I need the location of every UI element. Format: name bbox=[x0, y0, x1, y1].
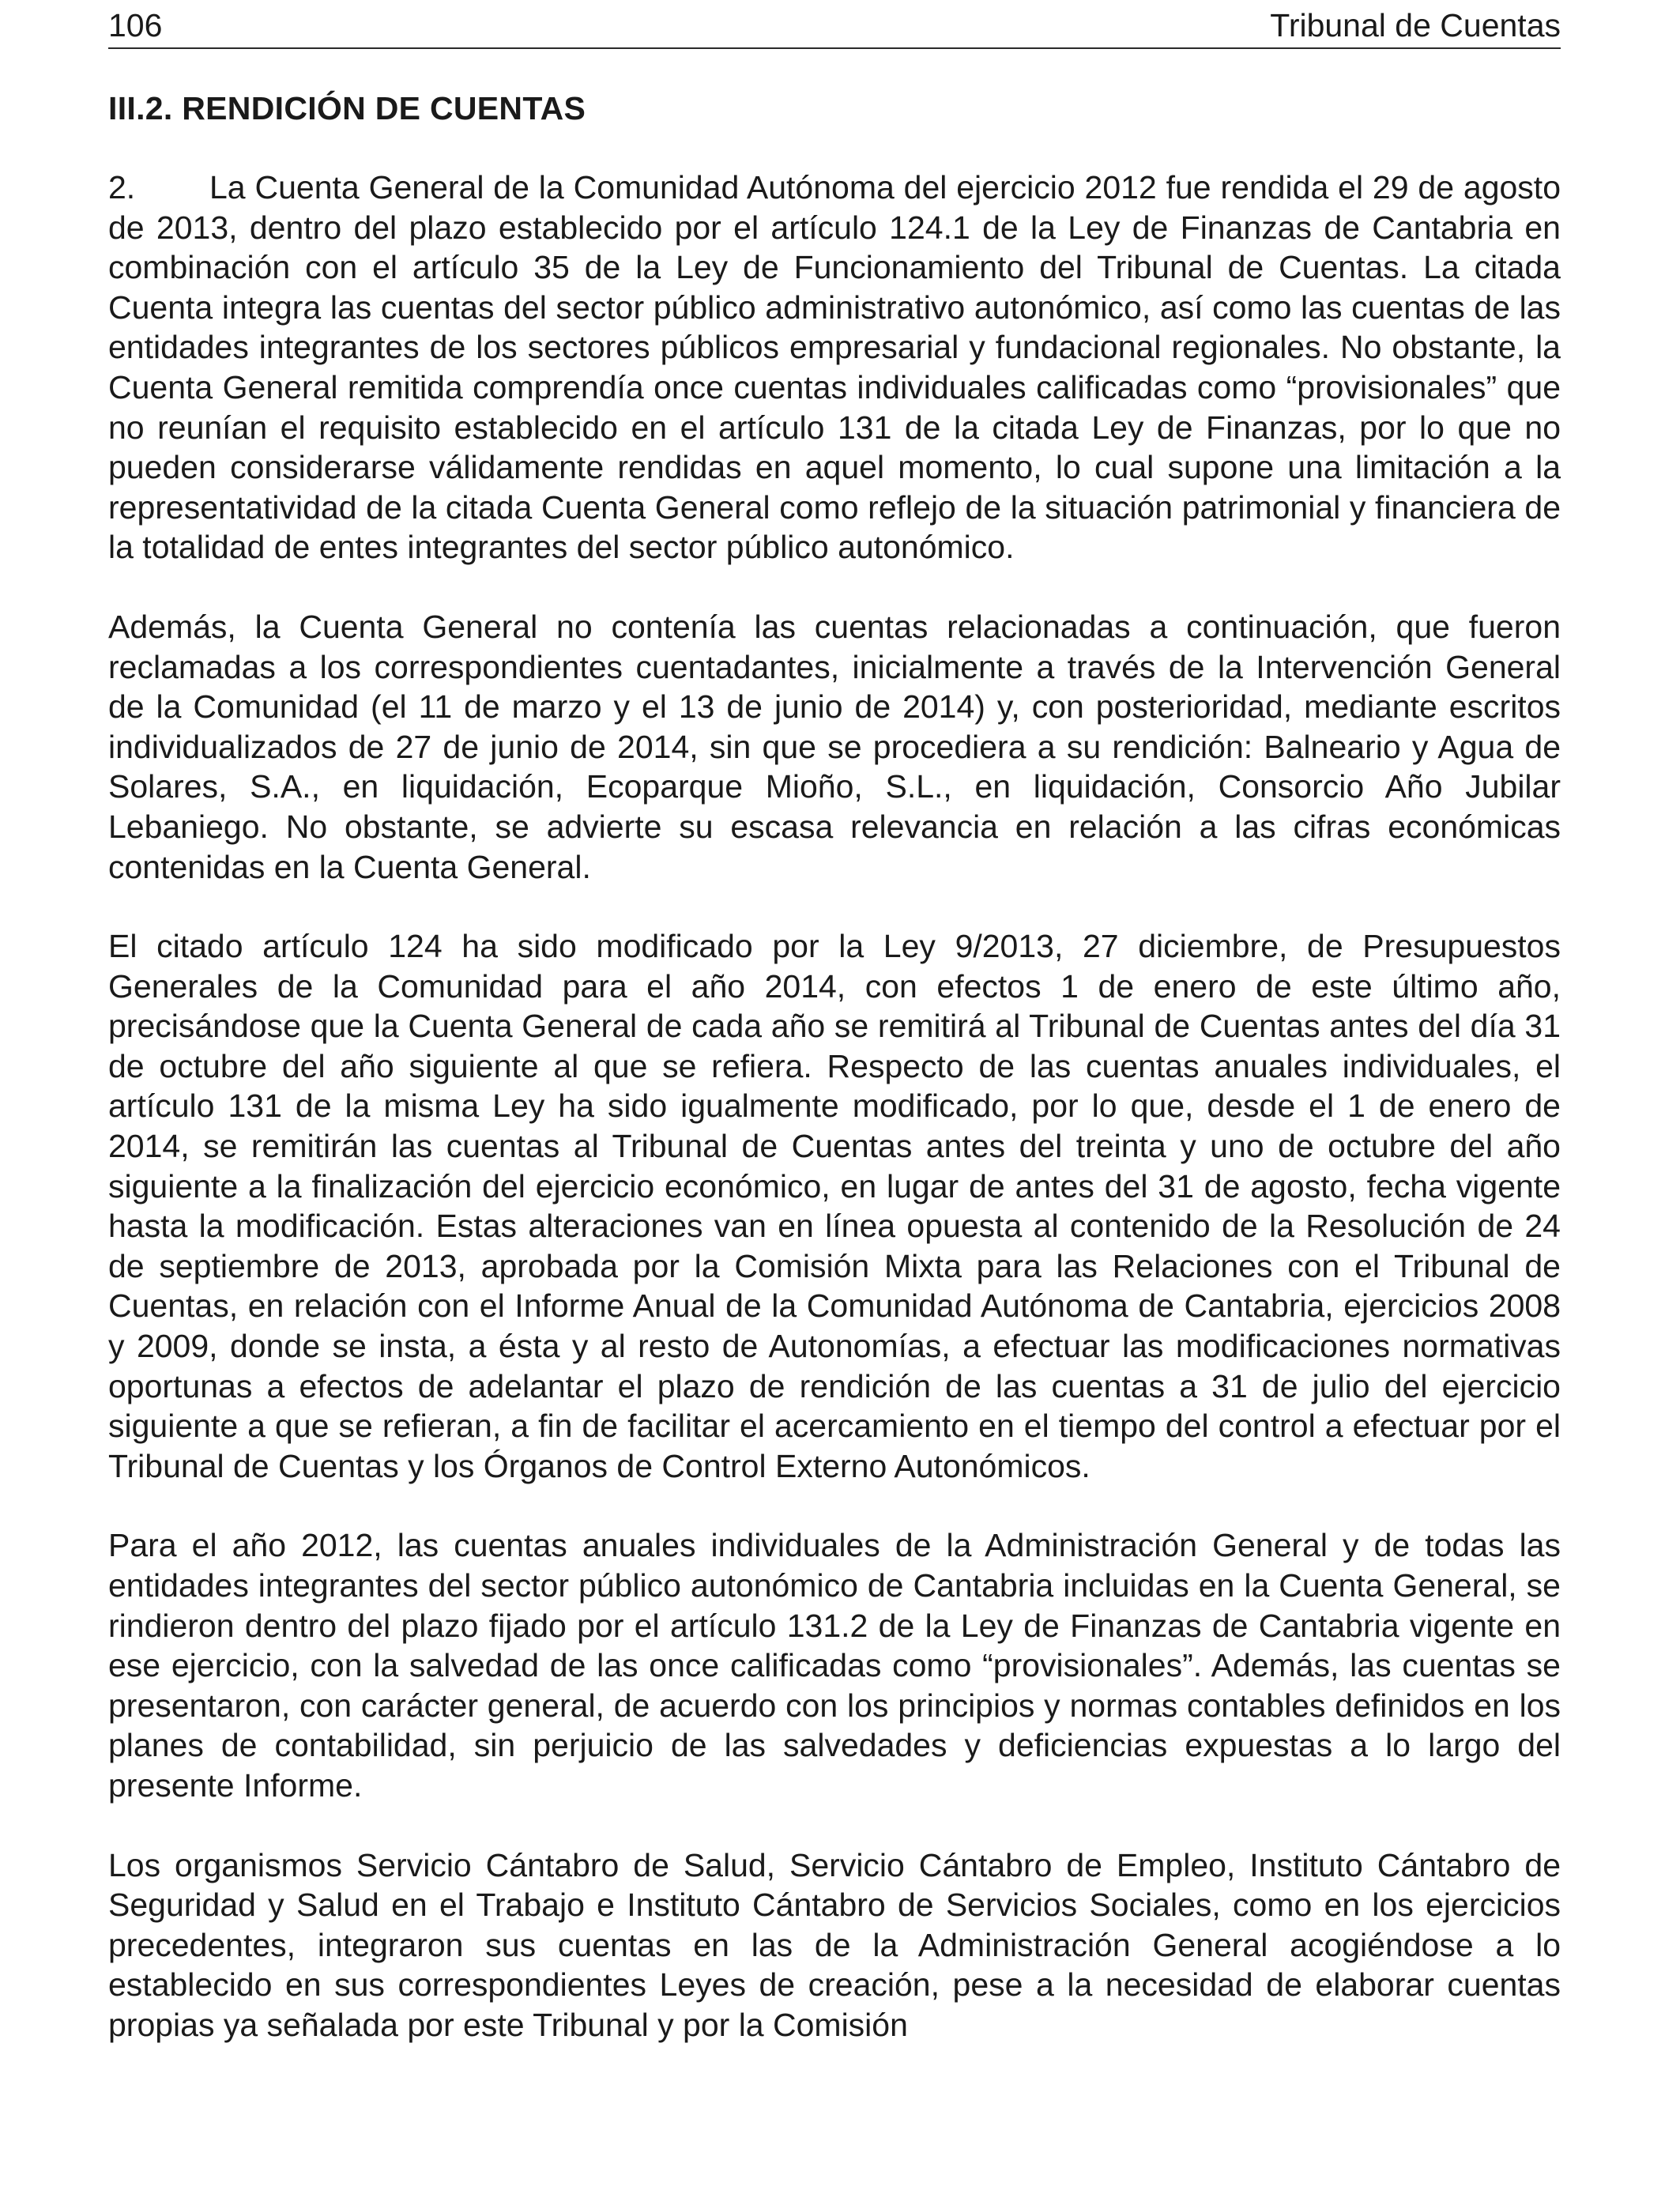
paragraph-article-124-amendment: El citado artículo 124 ha sido modificado por la Ley 9/2013, 27 diciembre, de Presupuestos Generales de la Comunidad para el año 2014, con efectos 1 de enero de este último año, precisándose que la Cuenta General de cada año se remitirá al Tribunal de Cuentas antes del día 31 de octubre del año siguiente al que se refiera. Respecto de las cuentas anuales individuales, el artículo 131 de la misma Ley ha sido igualmente modificado, por lo que, desde el 1 de enero de 2014, se remitirán las cuentas al Tribunal de Cuentas antes del treinta y uno de octubre del año siguiente a la finalización del ejercicio económico, en lugar de antes del 31 de agosto, fecha vigente hasta la modificación. Estas alteraciones van en línea opuesta al contenido de la Resolución de 24 de septiembre de 2013, aprobada por la Comisión Mixta para las Relaciones con el Tribunal de Cuentas, en relación con el Informe Anual de la Comunidad Autónoma de Cantabria, ejercicios 2008 y 2009, donde se insta, a ésta y al resto de Autonomías, a efectuar las modificaciones normativas oportunas a efectos de adelantar el plazo de rendición de las cuentas a 31 de julio del ejercicio siguiente a que se refieran, a fin de facilitar el acercamiento en el tiempo del control a efectuar por el Tribunal de Cuentas y los Órganos de Control Externo Autonómicos. bbox=[108, 928, 1561, 1484]
running-header bbox=[108, 6, 1561, 49]
paragraph-2012-accounts: Para el año 2012, las cuentas anuales individuales de la Administración General y de todas las entidades integrantes del sector público autonómico de Cantabria incluidas en la Cuenta General, se rindieron dentro del plazo fijado por el artículo 131.2 de la Ley de Finanzas de Cantabria vigente en ese ejercicio, con la salvedad de las once calificadas como “provisionales”. Además, las cuentas se presentaron, con carácter general, de acuerdo con los principios y normas contables definidos en los planes de contabilidad, sin perjuicio de las salvedades y deficiencias expuestas a lo largo del presente Informe. bbox=[108, 1527, 1561, 1804]
paragraph-2 bbox=[108, 168, 1561, 567]
section-heading: III.2. RENDICIÓN DE CUENTAS bbox=[108, 90, 586, 126]
paragraph-missing-accounts: Además, la Cuenta General no contenía las cuentas relacionadas a continuación, que fueron reclamadas a los correspondientes cuentadantes, inicialmente a través de la Intervención General de la Comunidad (el 11 de marzo y el 13 de junio de 2014) y, con posterioridad, mediante escritos individualizados de 27 de junio de 2014, sin que se procediera a su rendición: Balneario y Agua de Solares, S.A., en liquidación, Ecoparque Mioño, S.L., en liquidación, Consorcio Año Jubilar Lebaniego. No obstante, se advierte su escasa relevancia en relación a las cifras económicas contenidas en la Cuenta General. bbox=[108, 608, 1561, 885]
paragraph-number: 2. bbox=[108, 169, 136, 205]
running-header-title: Tribunal de Cuentas bbox=[1270, 7, 1561, 43]
paragraph-organisms: Los organismos Servicio Cántabro de Salud, Servicio Cántabro de Empleo, Instituto Cántabro de Seguridad y Salud en el Trabajo e Instituto Cántabro de Servicios Sociales, como en los ejercicios precedentes, integraron sus cuentas en las de la Administración General acogiéndose a lo establecido en sus correspondientes Leyes de creación, pese a la necesidad de elaborar cuentas propias ya señalada por este Tribunal y por la Comisión bbox=[108, 1846, 1561, 2043]
body-text bbox=[108, 168, 1561, 2085]
page-number: 106 bbox=[108, 7, 163, 43]
paragraph-text: La Cuenta General de la Comunidad Autónoma del ejercicio 2012 fue rendida el 29 de agosto de 2013, dentro del plazo establecido por el artículo 124.1 de la Ley de Finanzas de Cantabria en combinación con el artículo 35 de la Ley de Funcionamiento del Tribunal de Cuentas. La citada Cuenta integra las cuentas del sector público administrativo autonómico, así como las cuentas de las entidades integrantes de los sectores públicos empresarial y fundacional regionales. No obstante, la Cuenta General remitida comprendía once cuentas individuales calificadas como “provisionales” que no reunían el requisito establecido en el artículo 131 de la citada Ley de Finanzas, por lo que no pueden considerarse válidamente rendidas en aquel momento, lo cual supone una limitación a la representatividad de la citada Cuenta General como reflejo de la situación patrimonial y financiera de la totalidad de entes integrantes del sector público autonómico. bbox=[108, 169, 1561, 566]
